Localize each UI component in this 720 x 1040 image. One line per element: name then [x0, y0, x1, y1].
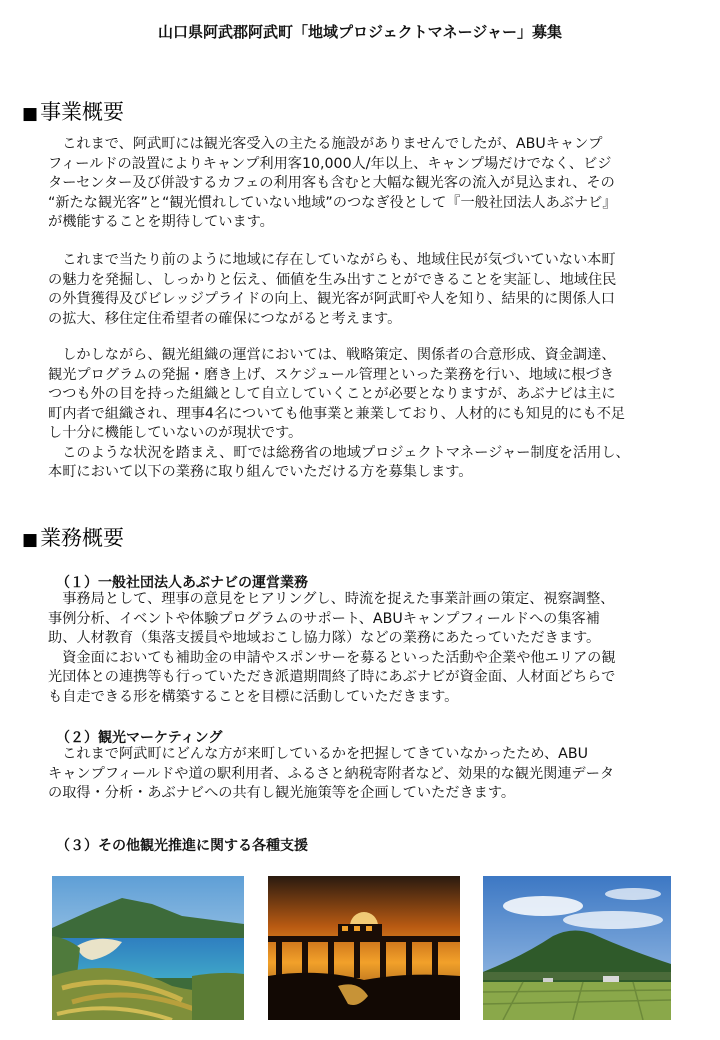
section-heading-text: 事業概要	[40, 100, 125, 124]
duty-2-body: これまで阿武町にどんな方が来町しているかを把握してきていなかったため、ABU キャンプフィールドや道の駅利用者、ふるさと納税寄附者など、効果的な観光関連データ の取得・分析・あぶナビへの共有し観光施策等を企画していただきます。	[48, 746, 615, 801]
section-heading-duties	[22, 522, 124, 552]
duty-2-title: （２）観光マーケティング	[56, 730, 223, 746]
square-bullet-icon: ■	[22, 530, 39, 550]
duty-3-title: （３）その他観光推進に関する各種支援	[56, 838, 308, 854]
duty-1-body: 事務局として、理事の意見をヒアリングし、時流を捉えた事業計画の策定、視察調整、 事例分析、イベントや体験プログラムのサポート、ABUキャンプフィールドへの集客補 助、人材教育（集落支援員や地域おこし協力隊）などの業務にあたっていただきます。 資金面においても補助金の申請やスポンサーを募るといった活動や企業や他エリアの観 光団体との連携等も行っていただき派遣期間終了時にあぶナビが資金面、人材面どちらで も自走できる形を構築することを目標に活動していただきます。	[48, 591, 616, 705]
duty-1-title: （１）一般社団法人あぶナビの運営業務	[56, 575, 308, 591]
mountain-fields-photo	[483, 876, 671, 1020]
page-title: 山口県阿武郡阿武町「地域プロジェクトマネージャー」募集	[157, 23, 563, 41]
overview-paragraph-1: これまで、阿武町には観光客受入の主たる施設がありませんでしたが、ABUキャンプ フィールドの設置によりキャンプ利用客10,000人/年以上、キャンプ場だけでなく、ビジ ターセンター及び併設するカフェの利用客も含むと大幅な観光客の流入が見込まれ、その “新たな観光客”と“観光慣れしていない地域”のつなぎ役として『一般社団法人あぶナビ』 が機能することを期待しています。	[48, 136, 617, 230]
square-bullet-icon: ■	[22, 104, 39, 124]
sunset-bridge-photo	[268, 876, 460, 1020]
section-heading-overview	[22, 96, 124, 126]
coastal-photo	[52, 876, 244, 1020]
section-heading-text: 業務概要	[40, 526, 125, 550]
overview-paragraph-3: しかしながら、観光組織の運営においては、戦略策定、関係者の合意形成、資金調達、 観光プログラムの発掘・磨き上げ、スケジュール管理といった業務を行い、地域に根づき つつも外の目を持った組織として自立していくことが必要となりますが、あぶナビは主に 町内者で組織され、理事4名についても他事業と兼業しており、人材的にも知見的にも不足 し十分に機能していないのが現状です。 このような状況を踏まえ、町では総務省の地域プロジェクトマネージャー制度を活用し、 本町において以下の業務に取り組んでいただける方を募集します。	[48, 347, 630, 480]
overview-paragraph-2: これまで当たり前のように地域に存在していながらも、地域住民が気づいていない本町 の魅力を発掘し、しっかりと伝え、価値を生み出すことができることを実証し、地域住民 の外貨獲得及びビレッジプライドの向上、観光客が阿武町や人を知り、結果的に関係人口 の拡大、移住定住希望者の確保につながると考えます。	[48, 252, 617, 327]
